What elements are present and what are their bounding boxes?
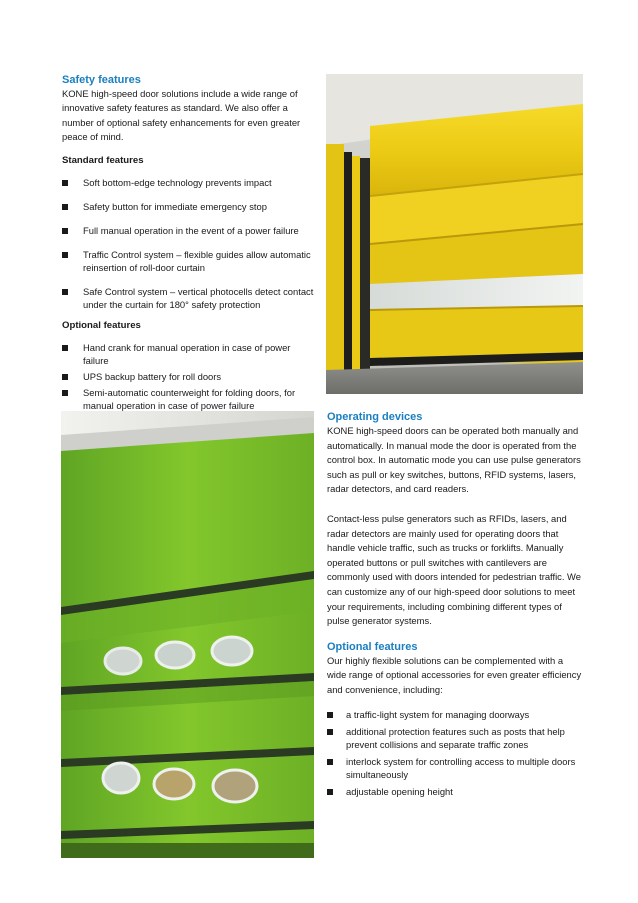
list-item: a traffic-light system for managing doorways — [327, 708, 583, 721]
bullet-square-icon — [327, 712, 333, 718]
list-item: Full manual operation in the event of a power failure — [62, 224, 314, 237]
standard-features-heading: Standard features — [62, 154, 144, 166]
bullet-square-icon — [62, 345, 68, 351]
optional-features-list — [327, 708, 583, 798]
optional-features-intro: Our highly flexible solutions can be complemented with a wide range of optional accessories for even greater efficiency and convenience, including: — [327, 654, 582, 695]
list-item: additional protection features such as posts that help prevent collisions and separate traffic zones — [327, 725, 583, 751]
bullet-square-icon — [62, 289, 68, 295]
safety-features-section — [62, 74, 314, 415]
safety-features-intro: KONE high-speed door solutions include a wide range of innovative safety features as standard. We also offer a number of optional safety enhancements for even greater peace of mind. — [62, 88, 301, 143]
bullet-square-icon — [327, 729, 333, 735]
list-item: Soft bottom-edge technology prevents impact — [62, 176, 314, 189]
bullet-square-icon — [62, 228, 68, 234]
list-item: UPS backup battery for roll doors — [62, 370, 314, 383]
operating-devices-paragraph-2: Contact-less pulse generators such as RFIDs, lasers, and radar detectors are mainly used for operating doors that handle vehicle traffic, such as trucks or forklifts. Manually operated buttons or pull switches with cantilevers are commonly used with doors intended for pedestrian traffic. We can customize any of our high-speed door solutions to meet your requirements, including combining different types of pulse generator systems. — [327, 512, 581, 627]
optional-safety-features-heading: Optional features — [62, 319, 141, 331]
list-item: Safe Control system – vertical photocells detect contact under the curtain for 180° safety protection — [62, 285, 314, 311]
list-item: Safety button for immediate emergency stop — [62, 200, 314, 213]
list-item: Traffic Control system – flexible guides allow automatic reinsertion of roll-door curtain — [62, 248, 314, 274]
bullet-square-icon — [62, 252, 68, 258]
bullet-square-icon — [62, 204, 68, 210]
list-item: Semi-automatic counterweight for folding doors, for manual operation in case of power failure — [62, 386, 314, 412]
list-item: adjustable opening height — [327, 785, 583, 798]
list-item: interlock system for controlling access to multiple doors simultaneously — [327, 755, 583, 781]
bullet-square-icon — [327, 759, 333, 765]
bullet-square-icon — [62, 390, 68, 396]
optional-safety-features-list — [62, 341, 314, 412]
green-high-speed-door-photo — [61, 411, 314, 858]
bullet-square-icon — [62, 374, 68, 380]
operating-devices-heading: Operating devices — [327, 411, 423, 423]
optional-features-heading: Optional features — [327, 640, 418, 653]
yellow-high-speed-door-photo — [326, 74, 583, 394]
bullet-square-icon — [62, 180, 68, 186]
list-item: Hand crank for manual operation in case of power failure — [62, 341, 314, 367]
operating-devices-paragraph-1: KONE high-speed doors can be operated both manually and automatically. In manual mode the door is operated from the control box. In automatic mode you can use pulse generators such as pull or key switches, buttons, RFID systems, lasers, radar detectors, and card readers. — [327, 425, 581, 495]
operating-devices-section — [327, 411, 583, 802]
bullet-square-icon — [327, 789, 333, 795]
standard-features-list — [62, 176, 314, 311]
safety-features-heading: Safety features — [62, 74, 141, 86]
